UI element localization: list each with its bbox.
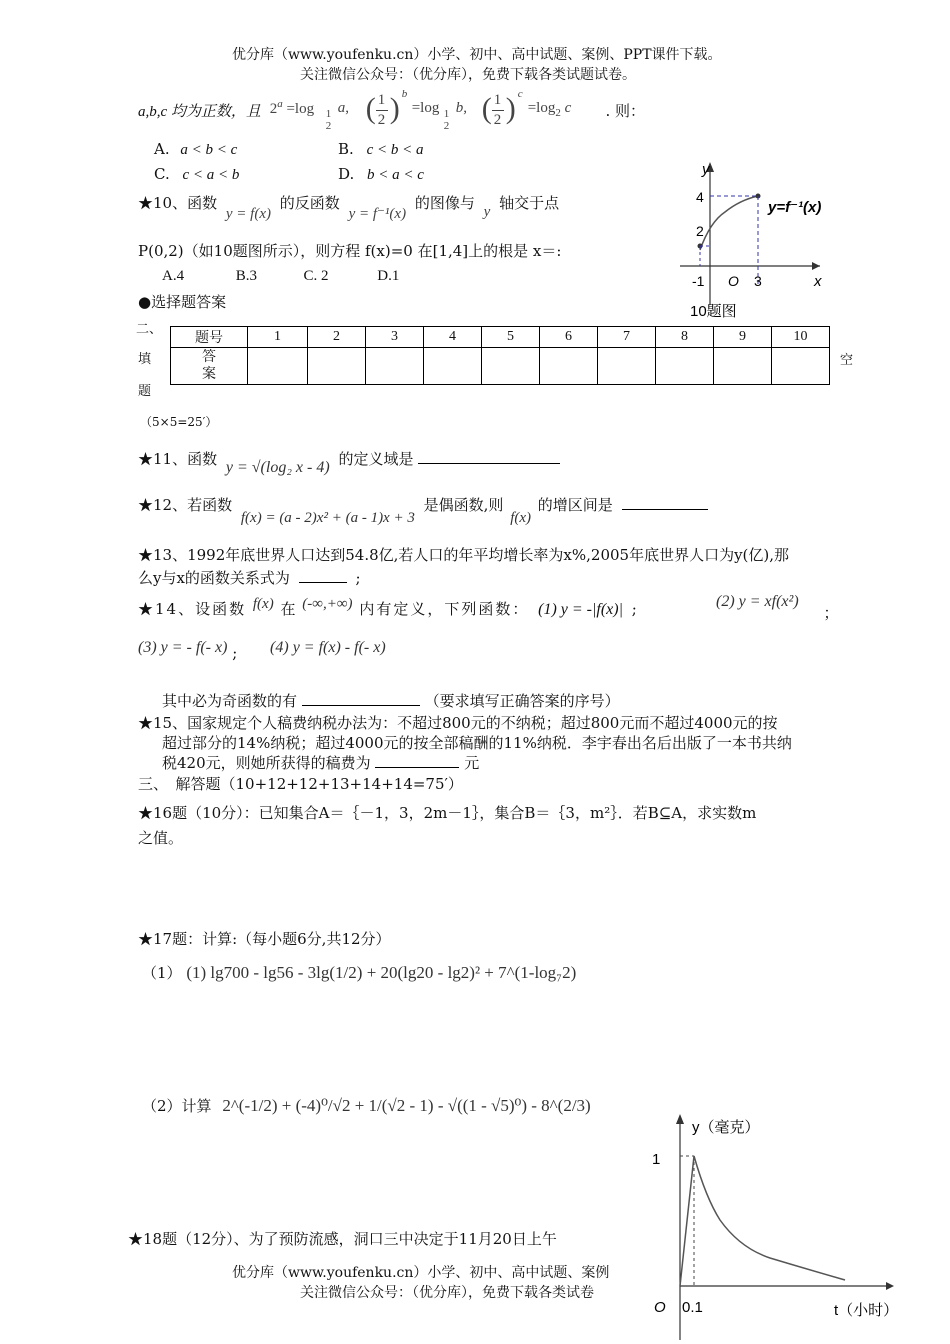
q12-f: f(x) xyxy=(510,510,532,526)
footer-line-2: 关注微信公众号：（优分库），免费下载各类试卷 xyxy=(300,1285,594,1301)
q9-option-b-text: c < b < a xyxy=(366,142,424,158)
q18-x-label: t（小时） xyxy=(834,1302,899,1319)
q14-note xyxy=(162,690,620,711)
answer-num-4: 4 xyxy=(424,327,482,348)
q12 xyxy=(138,494,708,526)
q10-label-2: 2 xyxy=(696,223,704,239)
answer-table-head-label: 题号 xyxy=(171,327,248,348)
section2-char-2: 空 xyxy=(840,353,854,368)
q9-option-c-label: C. xyxy=(154,165,170,183)
q15-blank[interactable] xyxy=(375,767,459,768)
q9-option-a xyxy=(154,140,237,159)
q9-option-d-text: b < a < c xyxy=(367,167,424,183)
answer-table-answer-row xyxy=(171,348,830,385)
q11-blank[interactable] xyxy=(418,463,560,464)
answer-cell-3[interactable] xyxy=(366,348,424,385)
q15-line-3-pre: 税420元，则她所获得的稿费为 xyxy=(162,754,371,772)
q17-part-2-formula: 2^(-1/2) + (-4)⁰/√2 + 1/(√2 - 1) - √((1 - √5)⁰) - 8^(2/3) xyxy=(222,1096,591,1115)
q10-line-2: P(0,2)（如10题图所示），则方程 f(x)=0 在[1,4]上的根是 x＝: xyxy=(138,242,562,260)
q14-post: 内有定义，下列函数： xyxy=(359,600,530,618)
q10-label-x: x xyxy=(814,273,822,290)
q14-f3-end: ; xyxy=(232,644,238,662)
q18-y-arrow xyxy=(676,1114,684,1124)
q17-part-1-label: （1） xyxy=(142,964,182,982)
q13-line-2-pre: 么y与x的函数关系式为 xyxy=(138,569,290,587)
q10-text-a: ★10、函数 xyxy=(138,194,218,212)
q15-line-3 xyxy=(162,752,479,773)
q9-option-a-text: a < b < c xyxy=(180,142,238,158)
answer-cell-10[interactable] xyxy=(772,348,830,385)
q10-choices xyxy=(162,268,399,285)
q9-option-a-label: A. xyxy=(154,140,170,158)
q9-option-b-label: B. xyxy=(338,140,354,158)
answer-num-5: 5 xyxy=(482,327,540,348)
q9-stem xyxy=(138,88,646,138)
q12-mid: 是偶函数,则 xyxy=(423,496,504,514)
q18-x-arrow xyxy=(886,1282,894,1290)
answer-table-head-row xyxy=(171,327,830,348)
q18-curve xyxy=(680,1156,845,1286)
q14-line-2 xyxy=(138,638,386,662)
q10-choice-b: B.3 xyxy=(235,268,258,284)
q14-interval: (-∞,+∞) xyxy=(302,596,353,612)
q14-note-pre: 其中必为奇函数的有 xyxy=(162,692,298,710)
q10-label-o: O xyxy=(728,273,739,289)
q13-blank[interactable] xyxy=(299,582,347,583)
q10-choice-d: D.1 xyxy=(377,268,400,284)
q11 xyxy=(138,448,560,476)
q12-pre: ★12、若函数 xyxy=(138,496,233,514)
answer-row-label-2: 案 xyxy=(202,366,216,382)
q12-formula: f(x) = (a - 2)x² + (a - 1)x + 3 xyxy=(240,510,415,526)
q12-post: 的增区间是 xyxy=(537,496,613,514)
q14-blank[interactable] xyxy=(302,705,420,706)
q14-f2-formula: (2) y = xf(x²) xyxy=(716,593,799,610)
q10-choice-a: A.4 xyxy=(162,268,185,284)
q9-stem-post: . 则： xyxy=(605,102,646,120)
q9-option-c-text: c < a < b xyxy=(182,167,240,183)
q10-y: y xyxy=(483,204,491,220)
section2-num: 二、 xyxy=(136,322,163,337)
answer-cell-5[interactable] xyxy=(482,348,540,385)
q13-line-2-post: ; xyxy=(355,569,361,587)
answer-cell-1[interactable] xyxy=(248,348,308,385)
section2-char-3: 题 xyxy=(138,384,152,399)
q10-curve xyxy=(700,196,758,250)
answer-num-8: 8 xyxy=(656,327,714,348)
q9-option-d xyxy=(338,165,424,184)
answer-num-1: 1 xyxy=(248,327,308,348)
q10-func: y = f(x) xyxy=(225,206,271,222)
q10-x-arrow xyxy=(812,262,820,270)
q9-option-b xyxy=(338,140,423,159)
q14-f1-end: ; xyxy=(631,600,637,618)
answer-num-6: 6 xyxy=(540,327,598,348)
q10-inverse-func: y = f⁻¹(x) xyxy=(348,206,407,222)
q10-line-1 xyxy=(138,192,560,222)
q18-tick-01: 0.1 xyxy=(682,1299,703,1316)
q15-line-3-post: 元 xyxy=(464,754,480,772)
q15-line-1: ★15、国家规定个人稿费纳税办法为：不超过800元的不纳税；超过800元而不超过4000元的按 xyxy=(138,714,778,732)
q10-label-3: 3 xyxy=(754,273,762,289)
q10-figure xyxy=(670,150,840,325)
header-line-1: 优分库（www.youfenku.cn）小学、初中、高中试题、案例、PPT课件下载。 xyxy=(232,47,722,63)
q18-figure xyxy=(640,1108,910,1340)
q17-title: ★17题：计算:（每小题6分,共12分） xyxy=(138,930,391,948)
answer-cell-6[interactable] xyxy=(540,348,598,385)
q11-formula: y = √(log₂ x - 4) xyxy=(225,459,330,476)
q10-text-d: 轴交于点 xyxy=(499,194,560,212)
q10-label-neg1: -1 xyxy=(692,273,705,289)
answer-cell-4[interactable] xyxy=(424,348,482,385)
q10-label-y: y xyxy=(702,161,710,178)
q17-part-1 xyxy=(142,962,576,983)
q14-mid: 在 xyxy=(280,600,296,618)
q13-line-2 xyxy=(138,567,361,588)
answer-table-title: ●选择题答案 xyxy=(138,293,227,311)
answer-cell-2[interactable] xyxy=(308,348,366,385)
q14-fx: f(x) xyxy=(252,596,274,612)
answer-cell-7[interactable] xyxy=(598,348,656,385)
q14-line-1 xyxy=(138,598,637,619)
q14-f2 xyxy=(716,590,839,622)
q14-f4: (4) y = f(x) - f(- x) xyxy=(270,639,386,656)
answer-cell-8[interactable] xyxy=(656,348,714,385)
q10-text-c: 的图像与 xyxy=(414,194,475,212)
q14-f2-end: ； xyxy=(823,604,839,622)
q11-post: 的定义域是 xyxy=(338,450,414,468)
q10-figure-caption: 10题图 xyxy=(690,303,737,320)
answer-num-10: 10 xyxy=(772,327,830,348)
q9-option-c xyxy=(154,165,239,184)
q17-part-2-label: （2）计算 xyxy=(142,1097,212,1115)
answer-row-label xyxy=(171,348,248,385)
answer-row-label-1: 答 xyxy=(202,349,216,365)
q14-pre: ★14、设函数 xyxy=(138,600,247,618)
q17-part-1-formula: (1) lg700 - lg56 - 3lg(1/2) + 20(lg20 - lg2)² + 7^(1-log₇2) xyxy=(186,963,577,982)
q10-choice-c: C. 2 xyxy=(303,268,329,284)
section2-score: （5×5=25′） xyxy=(140,415,218,429)
q18-y-label: y（毫克） xyxy=(692,1119,760,1136)
q12-blank[interactable] xyxy=(622,509,708,510)
q14-f1: (1) y = -|f(x)| xyxy=(538,601,623,618)
section2-char-1: 填 xyxy=(138,352,152,367)
q10-graph-label: y=f⁻¹(x) xyxy=(768,199,822,216)
q9-equations: $2^a =\log$ 1 2 a, ( 1 2 ) b =log 1 2 b, ( 1 2 ) c $=\log_2$ c xyxy=(269,88,572,132)
q11-pre: ★11、函数 xyxy=(138,450,218,468)
q13-line-1: ★13、1992年底世界人口达到54.8亿,若人口的年平均增长率为x%,2005年底世界人口为y(亿),那 xyxy=(138,546,790,564)
q17-part-2 xyxy=(142,1095,591,1116)
q18-origin: O xyxy=(654,1299,666,1316)
q16-line-1: ★16题（10分）：已知集合A＝｛－1，3，2m－1｝，集合B＝｛3，m²｝．若B⊆A，求实数m xyxy=(138,804,757,822)
header-line-2: 关注微信公众号：（优分库），免费下载各类试题试卷。 xyxy=(300,67,636,83)
q10-label-4: 4 xyxy=(696,189,704,205)
q14-f3: (3) y = - f(- x) xyxy=(138,639,228,656)
answer-cell-9[interactable] xyxy=(714,348,772,385)
answer-num-3: 3 xyxy=(366,327,424,348)
answer-table xyxy=(170,326,830,385)
q18-tick-1: 1 xyxy=(652,1151,661,1168)
answer-num-2: 2 xyxy=(308,327,366,348)
q9-stem-pre: a,b,c 均为正数，且 xyxy=(138,104,261,120)
q15-line-2: 超过部分的14%纳税；超过4000元的按全部稿酬的11%纳税．李宇春出名后出版了一本书共纳 xyxy=(162,734,792,752)
q14-note-post: （要求填写正确答案的序号） xyxy=(424,692,620,710)
footer-line-1: 优分库（www.youfenku.cn）小学、初中、高中试题、案例 xyxy=(232,1265,610,1281)
q16-line-2: 之值。 xyxy=(138,829,184,847)
q9-option-d-label: D. xyxy=(338,165,355,183)
q18-text: ★18题（12分）、为了预防流感，洞口三中决定于11月20日上午 xyxy=(128,1230,557,1248)
answer-num-9: 9 xyxy=(714,327,772,348)
q10-text-b: 的反函数 xyxy=(279,194,340,212)
answer-num-7: 7 xyxy=(598,327,656,348)
section3-title: 三、 解答题（10+12+12+13+14+14=75′） xyxy=(138,775,463,793)
